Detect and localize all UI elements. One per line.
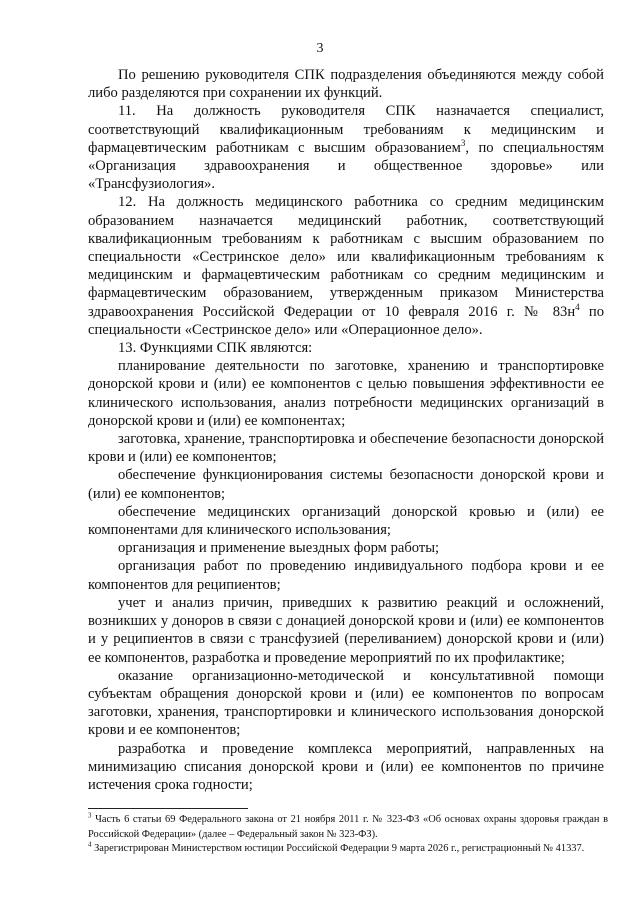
footnote-3-mark: 3 [88,811,92,820]
function-item-individual-selection: организация работ по проведению индивидуального подбора крови и ее компонентов для реципиентов; [88,558,604,593]
paragraph-11-head-position [88,102,604,193]
footnotes [88,813,608,857]
footnote-4 [88,842,608,857]
footnote-divider [88,808,248,809]
function-item-write-off-minimization: разработка и проведение комплекса мероприятий, направленных на минимизацию списания донорской крови и (или) ее компонентов по причине истечения срока годности; [88,740,604,793]
paragraph-13-functions-heading: 13. Функциями СПК являются: [118,340,313,357]
paragraph-12-text: 12. На должность медицинского работника со средним медицинским образованием назначается медицинский работник, соответствующий квалификационным требованиям к работникам с высшим образованием по специальности «Сестринское дело» или квалификационным требованиям к медицинским и фармацевтическим работникам со средним медицинским и фармацевтическим образованием, утвержденным приказом Министерства здравоохранения Российской Федерации от 10 февраля 2016 г. № 83н [88,194,604,320]
footnote-4-text: Зарегистрирован Министерством юстиции Российской Федерации 9 марта 2026 г., регистрационный № 41337. [91,843,585,854]
document-body [88,66,604,794]
paragraph-11-tail: , по специальностям «Организация здравоохранения и общественное здоровье» или «Трансфузиология». [88,139,605,193]
function-item-reaction-analysis: учет и анализ причин, приведших к развитию реакций и осложнений, возникших у доноров в связи с донацией донорской крови и (или) ее компонентов и у реципиентов в связи с трансфузией (переливанием) донорской крови и (или) ее компонентов, разработка и проведение мероприятий по их профилактике; [88,594,604,666]
footnote-ref-4: 4 [575,301,580,312]
footnote-ref-3: 3 [460,137,466,148]
footnote-3-text: Часть 6 статьи 69 Федерального закона от 21 ноября 2011 г. № 323-ФЗ «Об основах охраны здоровья граждан в Российской Федерации» (далее – Федеральный закон № 323-ФЗ). [88,814,608,840]
function-item-safety-system: обеспечение функционирования системы безопасности донорской крови и (или) ее компонентов; [88,467,604,502]
paragraph-12-nurse-position [88,193,604,339]
function-item-planning: планирование деятельности по заготовке, хранению и транспортировке донорской крови и (или) ее компонентов с целью повышения эффективности ее клинического использования, анализ потребности медицинских организаций в донорской крови и (или) ее компонентах; [88,358,604,429]
paragraph-12-tail: по специальности «Сестринское дело» или «Операционное дело». [88,303,604,338]
paragraph-11-text: 11. На должность руководителя СПК назначается специалист, соответствующий квалификационным требованиям к медицинским и фармацевтическим работникам с высшим образованием [88,103,604,156]
footnote-4-mark: 4 [88,840,92,849]
footnote-3 [88,813,608,842]
function-item-methodical-help: оказание организационно-методической и консультативной помощи субъектам обращения донорской крови и (или) ее компонентов по вопросам заготовки, хранения, транспортировки и клинического использования донорской крови и ее компонентов; [88,667,604,739]
paragraph-structure-decision: По решению руководителя СПК подразделения объединяются между собой либо разделяются при сохранении их функций. [88,67,604,102]
function-item-procurement: заготовка, хранение, транспортировка и обеспечение безопасности донорской крови и (или) ее компонентов; [88,431,604,466]
page-number: 3 [316,41,324,56]
function-item-supply: обеспечение медицинских организаций донорской кровью и (или) ее компонентами для клинического использования; [88,503,604,539]
function-item-mobile-work: организация и применение выездных форм работы; [118,540,440,557]
